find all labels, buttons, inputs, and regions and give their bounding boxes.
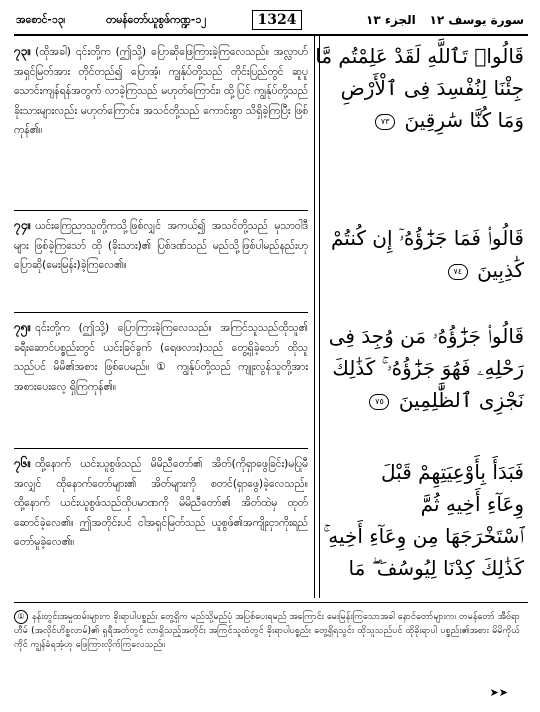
verse-separator [14, 210, 308, 211]
header-surah: سورة يوسف ١٢ [429, 13, 524, 27]
footnote-mark: ① [14, 610, 28, 624]
verse-arabic-76 [320, 456, 524, 584]
arabic-line: وَمَا كُنَّا سَٰرِقِينَ [404, 108, 524, 132]
footnote-text: နန်းတွင်းအမှုထမ်းများက ခိုးရာပါပစ္စည်း တွေ့ရှိက မည်သို့မည်ပုံ အပြစ်ပေးရမည် အကြောင်း မေးမြန်းကြသောအခါ နောင်တော်များက၊ တမန်တော် အီဗ်ရာဟီမ် (အလိုင်ဟိစ္စလာမ်)၏ ရှရီအတ်တွင် လာရှိသည့်အတိုင်း အကြင်သူထံတွင် ခိုးရာပါပစ္စည်း တွေ့ရှိရသွင်း ထိုသူသည်ပင် ထိုခိုးရာပါ ပစ္စည်း၏အစား မိမိကိုယ်ကိုင် ကျွန်ခံရအံ့ဟု ဖြေကြားလိုက်ကြလေသည်။ [14, 612, 521, 650]
footnote-rule [14, 602, 528, 603]
continuation-arrows: ➤➤ [489, 686, 508, 699]
page-number: 1324 [252, 10, 302, 30]
arabic-line: نَجْزِى ٱلظَّٰلِمِينَ [398, 388, 524, 412]
ayah-end-mark: ٧٤ [448, 264, 468, 280]
verse-translation-75 [14, 318, 308, 397]
verse-separator [14, 448, 308, 449]
arabic-line: كَٰذِبِينَ [477, 258, 524, 282]
verse-translation-74 [14, 216, 308, 276]
verse-arabic-75 [320, 320, 524, 416]
ayah-end-mark: ٧٣ [375, 114, 395, 130]
verse-number: ၇၅။ [14, 320, 32, 334]
quran-page [14, 10, 528, 704]
ayah-end-mark: ٧٥ [369, 394, 389, 410]
verse-number: ၇၆။ [14, 456, 32, 470]
verse-arabic-73 [315, 40, 524, 136]
verse-text: (ထိုအခါ) ၎င်းတို့က (ဤသို့) ပြောဆိုဖြေကြားခဲ့ကြလေသည်။ အလ္လာဟ် အရှင်မြတ်အား တိုင်တည်၍ ပြောအံ့၊ ကျွန်ုပ်တို့သည် တိုင်းပြည်တွင် ဆူပူသောင်းကျန်ရန်အတွက် လာခဲ့ကြသည် မဟုတ်ကြောင်း၊ ထို့ပြင် ကျွန်ုပ်တို့သည် ခိုးသားများလည်း မဟုတ်ကြောင်း၊ အသင်တို့သည် ကောင်းစွာ သိရှိခဲ့ကြပြီး ဖြစ်ကုန်၏။ [14, 46, 308, 136]
arabic-line: وِعَآءِ أَخِيهِ ثُمَّ [420, 492, 524, 516]
verse-arabic-74 [320, 222, 524, 286]
arabic-line: كَذَٰلِكَ كِدْنَا لِيُوسُفَ ۖ مَا [348, 556, 524, 580]
header-chapter: တမန်တော်ယူစွဖ်ကဏ္ဍ-၁၂ [106, 14, 207, 26]
verse-translation-76 [14, 454, 308, 553]
arabic-line: ٱسْتَخْرَجَهَا مِن وِعَآءِ أَخِيهِ ۚ [323, 524, 524, 548]
verse-text: ထို့နောက် ယင်းယူစွဖ်သည် မိမိညီတော်၏ အိတ်(ကိုရှာဖွေခြင်း)မပြုမီအလျှင် ထိုနောက်တော်များ၏ အိတ်များကို စတင်(ရှာဖွေ)ခဲ့လေသည်။ ထို့နောက် ယင်းယူစွဖ်သည်ထိုပမာဏကို မိမိညီတော်၏ အိတ်ထဲမှ ထုတ်ဆောင်ခဲ့လေ၏။ ဤအတိုင်းပင် ငါအရှင်မြတ်သည် ယူစွဖ်၏အကျိုးငှာကိုးရည်တော်မူခဲ့လေ၏။ [14, 458, 308, 548]
arabic-line: جِئْنَا لِنُفْسِدَ فِى ٱلْأَرْضِ [340, 76, 524, 100]
verse-separator [14, 312, 308, 313]
verse-translation-73 [14, 42, 308, 141]
header-juz: الجزء ١٣ [366, 13, 416, 27]
footnote [14, 610, 520, 652]
verse-number: ၇၃။ [14, 44, 32, 58]
arabic-line: قَالُوا۟ جَزَٰٓؤُهُۥ مَن وُجِدَ فِى [328, 324, 524, 348]
header-volume: အစောင်-၁၃၊ [16, 14, 66, 26]
verse-number: ၇၄။ [14, 218, 32, 232]
verse-text: ယင်းကြေညာသူတို့ကသို့ဖြစ်လျှင် အကယ်၍ အသင်တို့သည် မုသာဝါဒီများ ဖြစ်ခဲ့ကြသော် ထို (ခိုးသား)၏ ပြစ်ဒဏ်သည် မည်သို့ဖြစ်ပါမည်နည်းဟု ပြောဆို(မေးမြန်း)ခဲ့ကြလေ၏။ [14, 220, 308, 271]
arabic-line: رَحْلِهِۦ فَهُوَ جَزَٰٓؤُهُۥ ۚ كَذَٰلِكَ [332, 356, 524, 380]
page-header [14, 10, 528, 32]
arabic-line: فَبَدَأَ بِأَوْعِيَتِهِمْ قَبْلَ [381, 460, 524, 484]
verse-text: ၎င်းတို့က (ဤသို့) ပြောကြားခဲ့ကြလေသည်။ အကြင်သူသည်ထိုသူ၏ ခရီးဆောင်ပစ္စည်းတွင် ယင်းခြင်ခွက် (ရေဖလား)သည် တွေ့ရှိခဲ့သော် ထိုသူသည်ပင် မိမိ၏အစား ဖြစ်ပေမည်။ ① ကျွန်ုပ်တို့သည် ကျူးလွန်သူတို့အား အစားပေးလေ့ ရှိကြကုန်၏။ [14, 322, 308, 393]
arabic-line: قَالُوا۟ تَٱللَّهِ لَقَدْ عَلِمْتُم مَّا [315, 44, 524, 68]
arabic-line: قَالُوا۟ فَمَا جَزَٰٓؤُهُۥٓ إِن كُنتُمْ [331, 226, 524, 250]
header-rule [14, 34, 528, 36]
